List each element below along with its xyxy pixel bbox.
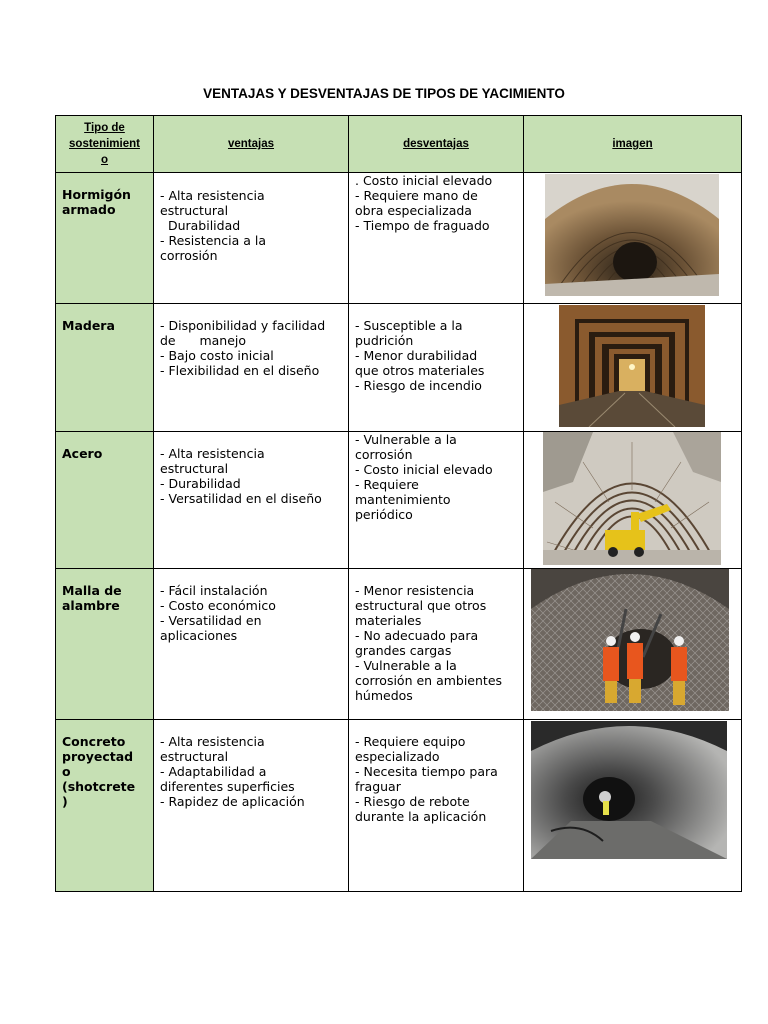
ventajas-cell: - Alta resistencia estructural - Adaptabilidad a diferentes superficies - Rapidez de aplicación xyxy=(154,720,349,892)
image-cell xyxy=(524,569,742,720)
table-row xyxy=(56,720,742,892)
desventajas-cell: - Menor resistencia estructural que otros materiales - No adecuado para grandes cargas - Vulnerable a la corrosión en ambientes húmedos xyxy=(349,569,524,720)
desventajas-cell: . Costo inicial elevado - Requiere mano de obra especializada - Tiempo de fraguado xyxy=(349,173,524,304)
table-row xyxy=(56,432,742,569)
document-title: VENTAJAS Y DESVENTAJAS DE TIPOS DE YACIMIENTO xyxy=(203,86,565,101)
table-row xyxy=(56,173,742,304)
header-tipo: Tipo de sostenimient o xyxy=(56,116,154,173)
row-type-cell: Madera xyxy=(56,304,154,432)
header-imagen: imagen xyxy=(524,116,742,173)
shotcrete-tunnel-photo xyxy=(531,721,727,859)
table-header-row xyxy=(56,116,742,173)
image-cell xyxy=(524,173,742,304)
header-desventajas: desventajas xyxy=(349,116,524,173)
desventajas-cell: - Vulnerable a la corrosión - Costo inicial elevado - Requiere mantenimiento periódico xyxy=(349,432,524,569)
image-cell xyxy=(524,432,742,569)
ventajas-cell: - Alta resistencia estructural - Durabilidad - Versatilidad en el diseño xyxy=(154,432,349,569)
row-type-cell: Acero xyxy=(56,432,154,569)
table-row xyxy=(56,304,742,432)
table-row xyxy=(56,569,742,720)
wire-mesh-workers-photo xyxy=(531,569,729,711)
ventajas-cell: - Fácil instalación - Costo económico - Versatilidad en aplicaciones xyxy=(154,569,349,720)
steel-arch-photo xyxy=(543,432,721,565)
comparison-table xyxy=(55,115,742,892)
desventajas-cell: - Susceptible a la pudrición - Menor durabilidad que otros materiales - Riesgo de incendio xyxy=(349,304,524,432)
concrete-tunnel-photo xyxy=(545,174,719,296)
row-type-cell: Malla de alambre xyxy=(56,569,154,720)
image-cell xyxy=(524,304,742,432)
ventajas-cell: - Disponibilidad y facilidad de manejo - Bajo costo inicial - Flexibilidad en el diseño xyxy=(154,304,349,432)
desventajas-cell: - Requiere equipo especializado - Necesita tiempo para fraguar - Riesgo de rebote durante la aplicación xyxy=(349,720,524,892)
row-type-cell: Hormigón armado xyxy=(56,173,154,304)
header-ventajas: ventajas xyxy=(154,116,349,173)
image-cell xyxy=(524,720,742,892)
ventajas-cell: - Alta resistencia estructural Durabilidad - Resistencia a la corrosión xyxy=(154,173,349,304)
row-type-cell: Concreto proyectad o (shotcrete ) xyxy=(56,720,154,892)
timber-mine-photo xyxy=(559,305,705,427)
